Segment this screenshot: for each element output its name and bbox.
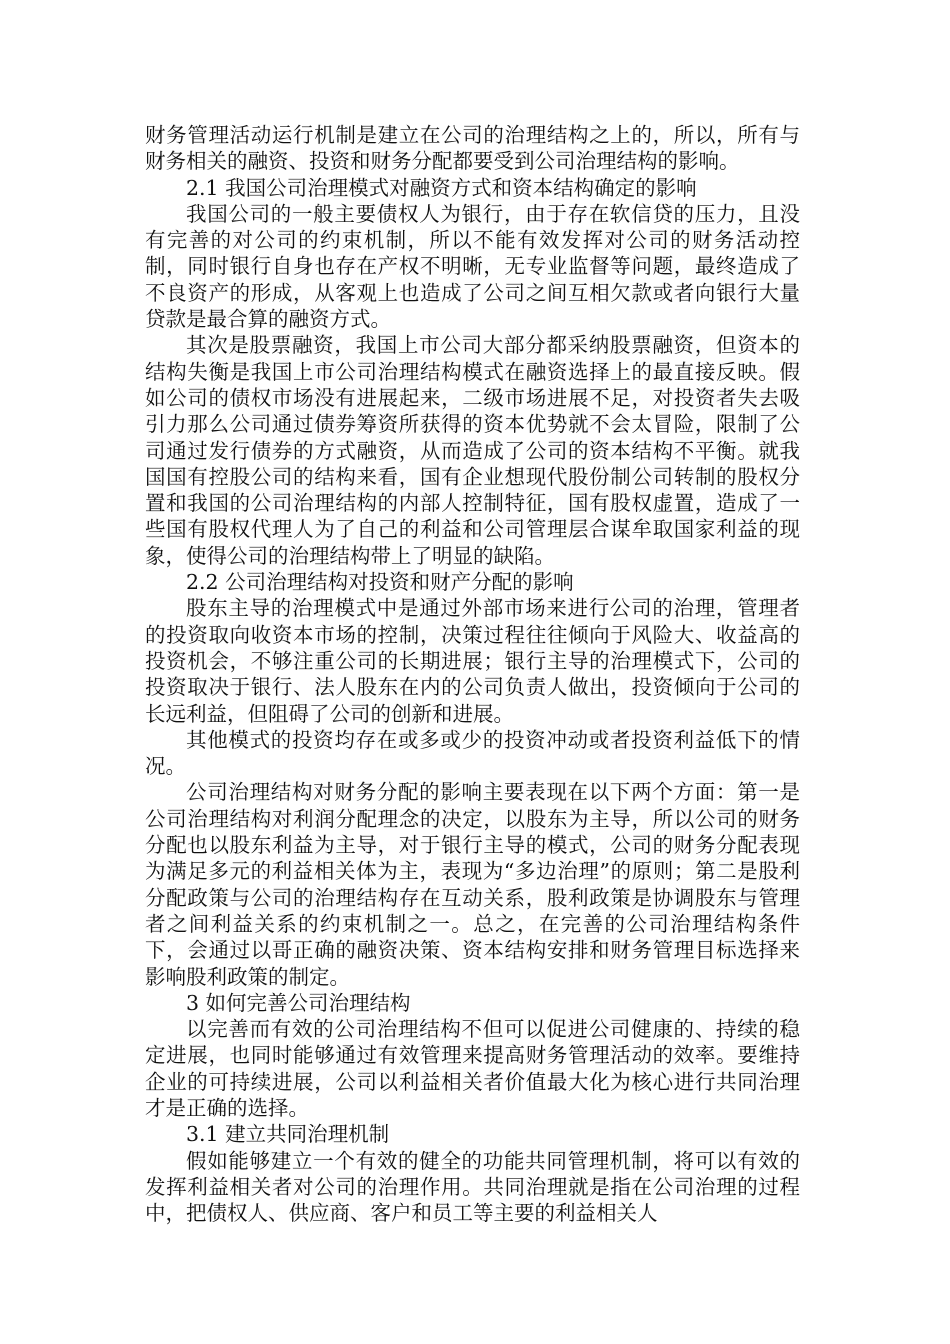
paragraph-intro: 财务管理活动运行机制是建立在公司的治理结构之上的，所以，所有与财务相关的融资、投资和财务分配都要受到公司治理结构的影响。: [145, 123, 800, 174]
paragraph-improve-governance: 以完善而有效的公司治理结构不但可以促进公司健康的、持续的稳定进展，也同时能够通过有效管理来提高财务管理活动的效率。要维持企业的可持续进展，公司以利益相关者价值最大化为核心进行共同治理才是正确的选择。: [145, 1017, 800, 1120]
paragraph-bank-creditor: 我国公司的一般主要债权人为银行，由于存在软信贷的压力，且没有完善的对公司的约束机制，所以不能有效发挥对公司的财务活动控制，同时银行自身也存在产权不明晰，无专业监督等问题，最终造成了不良资产的形成，从客观上也造成了公司之间互相欠款或者向银行大量贷款是最合算的融资方式。: [145, 201, 800, 332]
section-heading-3: 3 如何完善公司治理结构: [186, 990, 411, 1015]
paragraph-co-governance: 假如能够建立一个有效的健全的功能共同管理机制，将可以有效的发挥利益相关者对公司的治理作用。共同治理就是指在公司治理的过程中，把债权人、供应商、客户和员工等主要的利益相关人: [145, 1148, 800, 1226]
paragraph-financial-distribution: 公司治理结构对财务分配的影响主要表现在以下两个方面：第一是公司治理结构对利润分配理念的决定，以股东为主导，所以公司的财务分配也以股东利益为主导，对于银行主导的模式，公司的财务分配表现为满足多元的利益相关体为主，表现为“多边治理”的原则；第二是股利分配政策与公司的治理结构存在互动关系，股利政策是协调股东与管理者之间利益关系的约束机制之一。总之，在完善的公司治理结构条件下，会通过以哥正确的融资决策、资本结构安排和财务管理目标选择来影响股利政策的制定。: [145, 780, 800, 989]
document-body: [145, 122, 800, 1226]
section-heading-3-1: 3.1 建立共同治理机制: [186, 1122, 390, 1147]
section-heading-2-1: 2.1 我国公司治理模式对融资方式和资本结构确定的影响: [186, 175, 697, 200]
section-heading-2-2: 2.2 公司治理结构对投资和财产分配的影响: [186, 570, 574, 595]
paragraph-shareholder-model: 股东主导的治理模式中是通过外部市场来进行公司的治理，管理者的投资取向收资本市场的控制，决策过程往往倾向于风险大、收益高的投资机会，不够注重公司的长期进展；银行主导的治理模式下，公司的投资取决于银行、法人股东在内的公司负责人做出，投资倾向于公司的长远利益，但阻碍了公司的创新和进展。: [145, 596, 800, 726]
paragraph-equity-financing: 其次是股票融资，我国上市公司大部分都采纳股票融资，但资本的结构失衡是我国上市公司治理结构模式在融资选择上的最直接反映。假如公司的债权市场没有进展起来，二级市场进展不足，对投资者失去吸引力那么公司通过债券筹资所获得的资本优势就不会太冒险，限制了公司通过发行债券的方式融资，从而造成了公司的资本结构不平衡。就我国国有控股公司的结构来看，国有企业想现代股份制公司转制的股权分置和我国的公司治理结构的内部人控制特征，国有股权虚置，造成了一些国有股权代理人为了自己的利益和公司管理层合谋牟取国家利益的现象，使得公司的治理结构带上了明显的缺陷。: [145, 333, 800, 568]
paragraph-other-models: 其他模式的投资均存在或多或少的投资冲动或者投资利益低下的情况。: [145, 727, 800, 779]
